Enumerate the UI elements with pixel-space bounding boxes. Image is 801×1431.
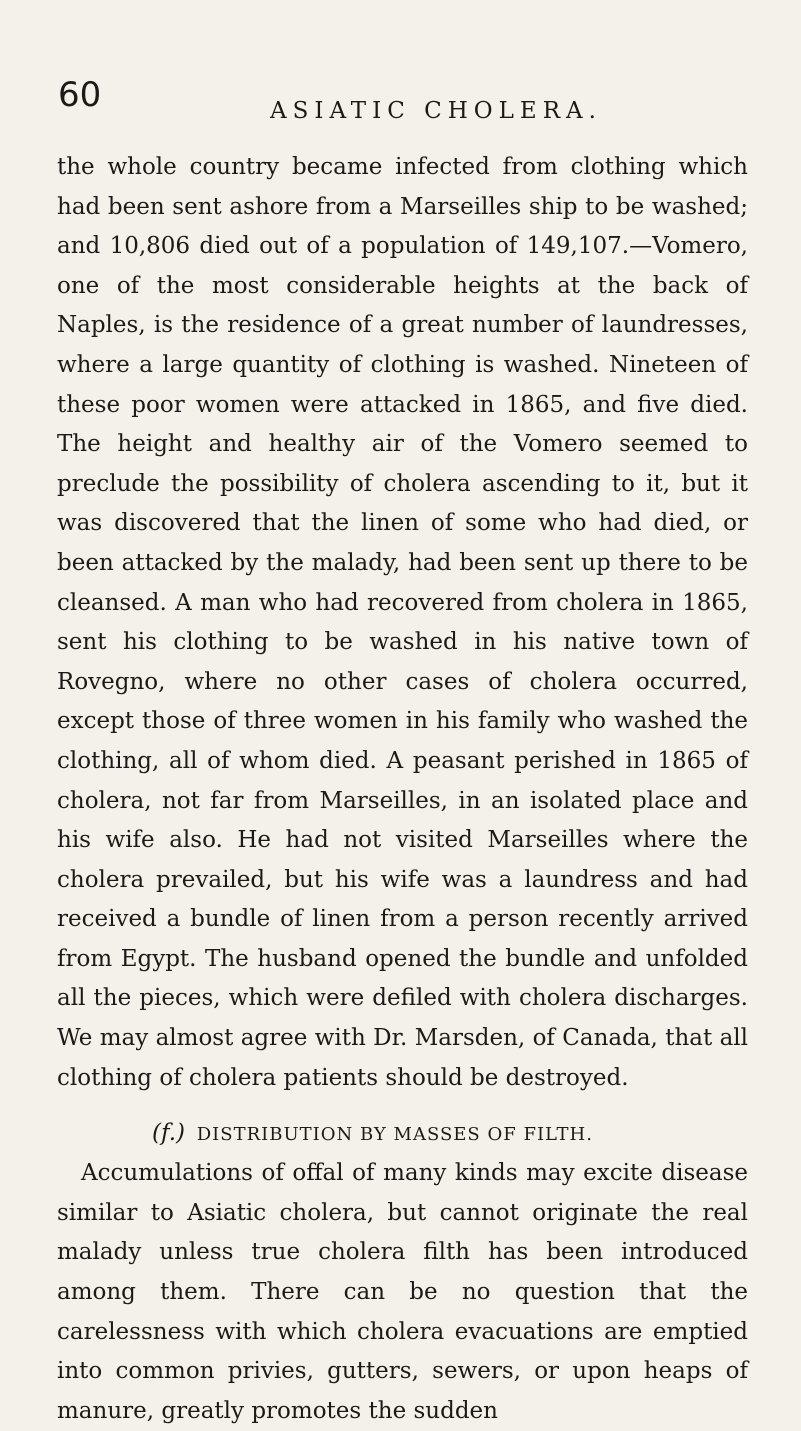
paragraph-filth-distribution: Accumulations of offal of many kinds may excite disease similar to Asiatic cholera, but cannot originate the real malady unless true cholera filth has been introduced among them. There can be no question that the carelessness with which cholera evacuations are emptied into common privies, gutters, sewers, or upon heaps of manure, greatly promotes the sudden (57, 1160, 748, 1424)
running-head (58, 75, 748, 128)
paragraph-clothing-infection: the whole country became infected from clothing which had been sent ashore from a Marseilles ship to be washed; and 10,806 died out of a population of 149,107.—Vomero, one of the most considerable heights at the back of Naples, is the residence of a great number of laundresses, where a large quantity of clothing is washed. Nineteen of these poor women were attacked in 1865, and five died. The height and healthy air of the Vomero seemed to preclude the possibility of cholera ascending to it, but it was discovered that the linen of some who had died, or been attacked by the malady, had been sent up there to be cleansed. A man who had recovered from cholera in 1865, sent his clothing to be washed in his native town of Rovegno, where no other cases of cholera occurred, except those of three women in his family who washed the clothing, all of whom died. A peasant perished in 1865 of cholera, not far from Marseilles, in an isolated place and his wife also. He had not visited Marseilles where the cholera prevailed, but his wife was a laundress and had received a bundle of linen from a person recently arrived from Egypt. The husband opened the bundle and unfolded all the pieces, which were defiled with cholera discharges. We may almost agree with Dr. Marsden, of Canada, that all clothing of cholera patients should be destroyed. (57, 154, 748, 1091)
page-number: 60 (58, 75, 102, 115)
running-title: ASIATIC CHOLERA. (270, 98, 602, 124)
section-heading (57, 1120, 748, 1148)
section-marker: (f.) (152, 1120, 185, 1147)
text-block (57, 148, 748, 1431)
section-title: DISTRIBUTION BY MASSES OF FILTH. (196, 1124, 593, 1146)
